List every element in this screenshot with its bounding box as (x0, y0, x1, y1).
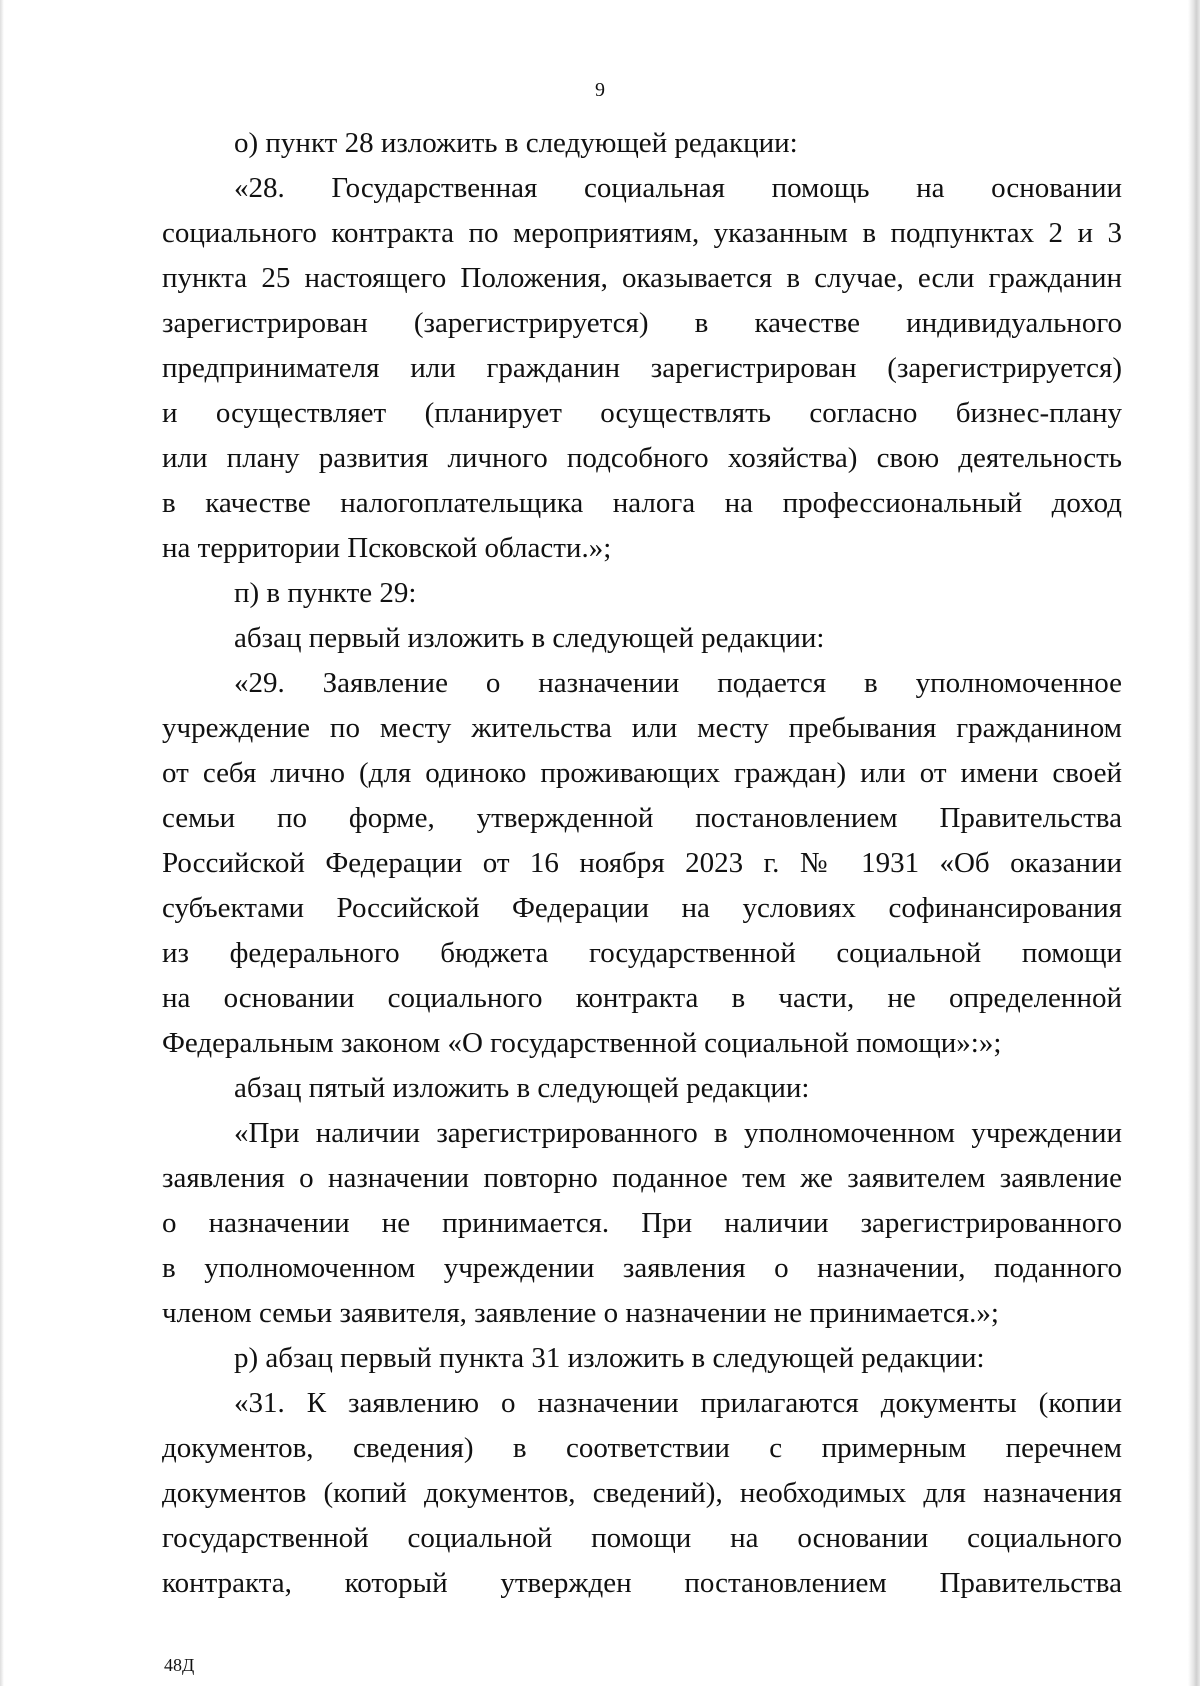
text-line: «28. Государственная социальная помощь на основании (234, 172, 1122, 204)
text-line: в уполномоченном учреждении заявления о назначении, поданного (162, 1252, 1122, 1284)
text-line: или плану развития личного подсобного хозяйства) свою деятельность (162, 442, 1122, 474)
text-line: «При наличии зарегистрированного в уполномоченном учреждении (234, 1117, 1122, 1149)
text-line: документов, сведения) в соответствии с примерным перечнем (162, 1432, 1122, 1464)
text-line: пункта 25 настоящего Положения, оказывается в случае, если гражданин (162, 262, 1122, 294)
text-line: и осуществляет (планирует осуществлять согласно бизнес-плану (162, 397, 1122, 429)
text-line: в качестве налогоплательщика налога на профессиональный доход (162, 487, 1122, 519)
scan-left-edge (0, 0, 4, 1686)
text-line: «31. К заявлению о назначении прилагаются документы (копии (234, 1387, 1122, 1419)
text-line: членом семьи заявителя, заявление о назначении не принимается.»; (162, 1297, 999, 1329)
text-line: о назначении не принимается. При наличии зарегистрированного (162, 1207, 1122, 1239)
page-number: 9 (595, 79, 605, 101)
text-line: р) абзац первый пункта 31 изложить в следующей редакции: (234, 1342, 985, 1374)
scan-right-edge (1188, 0, 1200, 1686)
text-line: п) в пункте 29: (234, 577, 417, 609)
text-line: из федерального бюджета государственной социальной помощи (162, 937, 1122, 969)
document-body (162, 121, 1122, 1606)
text-line: зарегистрирован (зарегистрируется) в качестве индивидуального (162, 307, 1122, 339)
text-line: социального контракта по мероприятиям, указанным в подпунктах 2 и 3 (162, 217, 1122, 249)
text-line: «29. Заявление о назначении подается в уполномоченное (234, 667, 1122, 699)
text-line: о) пункт 28 изложить в следующей редакции: (234, 127, 798, 159)
text-line: на основании социального контракта в части, не определенной (162, 982, 1122, 1014)
text-line: контракта, который утвержден постановлением Правительства (162, 1567, 1122, 1599)
text-line: Федеральным законом «О государственной социальной помощи»:»; (162, 1027, 1002, 1059)
text-line: от себя лично (для одиноко проживающих граждан) или от имени своей (162, 757, 1122, 789)
text-line: заявления о назначении повторно поданное тем же заявителем заявление (162, 1162, 1122, 1194)
text-line: предпринимателя или гражданин зарегистрирован (зарегистрируется) (162, 352, 1122, 384)
footer-code: 48Д (164, 1655, 195, 1675)
text-line: семьи по форме, утвержденной постановлением Правительства (162, 802, 1122, 834)
text-line: государственной социальной помощи на основании социального (162, 1522, 1122, 1554)
text-line: на территории Псковской области.»; (162, 532, 612, 564)
text-line: учреждение по месту жительства или месту пребывания гражданином (162, 712, 1122, 744)
text-line: абзац первый изложить в следующей редакции: (234, 622, 825, 654)
text-line: субъектами Российской Федерации на условиях софинансирования (162, 892, 1122, 924)
text-line: абзац пятый изложить в следующей редакции: (234, 1072, 810, 1104)
text-line: Российской Федерации от 16 ноября 2023 г. № 1931 «Об оказании (162, 847, 1122, 879)
text-line: документов (копий документов, сведений), необходимых для назначения (162, 1477, 1122, 1509)
